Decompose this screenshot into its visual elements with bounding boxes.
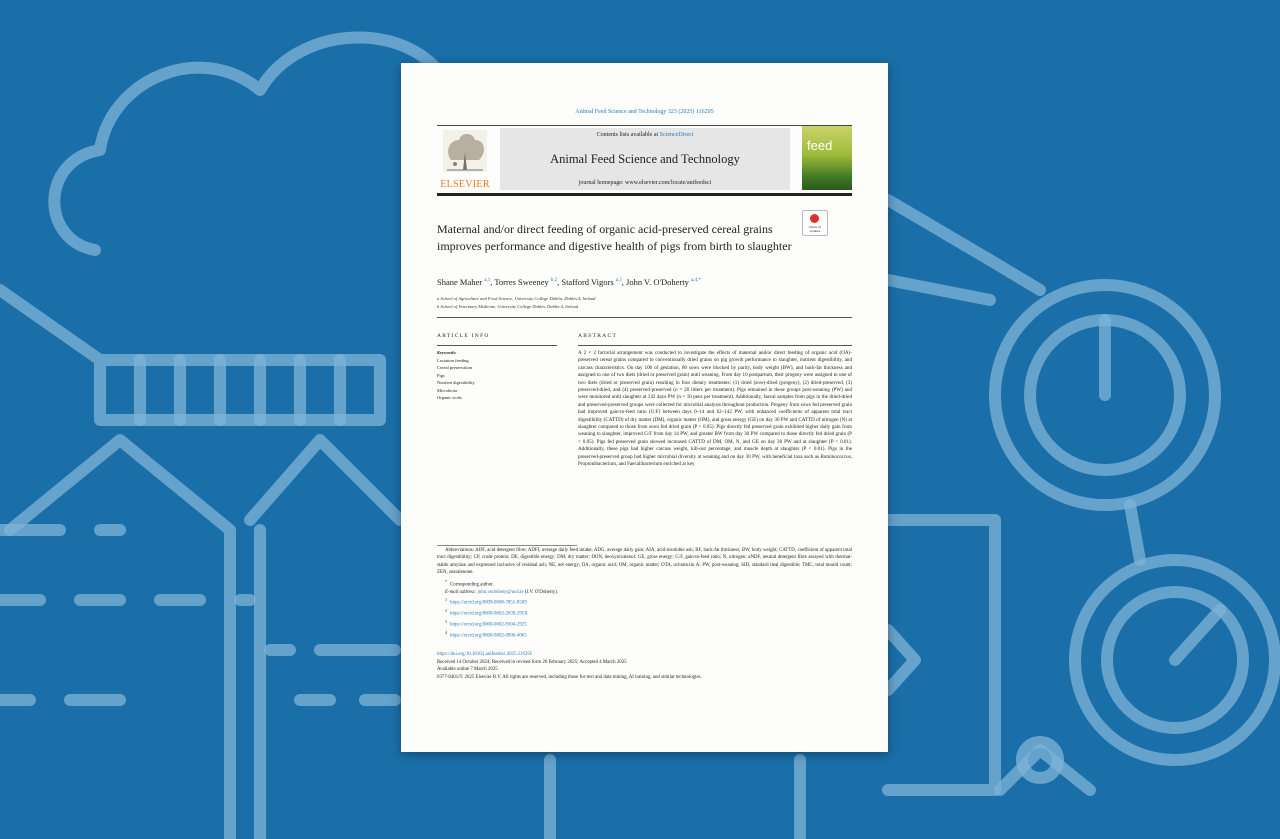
orcid-link[interactable]: https://orcid.org/0009-0008-7851-8509 <box>450 600 527 606</box>
elsevier-logo <box>437 128 493 190</box>
author-name[interactable]: Torres Sweeney <box>494 277 549 287</box>
email-suffix: (J.V. O'Doherty). <box>523 589 559 595</box>
check-updates-label: Check for updates <box>808 225 822 233</box>
author-name[interactable]: John V. O'Doherty <box>626 277 689 287</box>
author-marks[interactable]: a,1 <box>484 278 491 284</box>
affiliation: b School of Veterinary Medicine, University College Dublin, Dublin 4, Ireland <box>437 304 579 309</box>
keyword: Organic acids <box>437 395 462 401</box>
author-list: Shane Maher $^{a,1}$, Torres Sweeney $^{b,2}$, Stafford Vigors $^{a,3}$, John V. O'Doherty $^{a,4,*}$ <box>437 277 701 287</box>
journal-reference-link[interactable]: Animal Feed Science and Technology 323 (2025) 116295 <box>575 109 714 115</box>
orcid-footnote <box>437 607 852 618</box>
keyword: Cereal preservation <box>437 365 473 371</box>
contents-line <box>500 132 790 138</box>
keyword: Nutrient digestibility <box>437 380 475 386</box>
section-rule <box>437 317 852 318</box>
abbreviations-footnote: Abbreviations: ADF, acid detergent fibre; ADFI, average daily feed intake; ADG, average daily gain; AIA, acid-insoluble ash; BF, back-fat thickness; BW, body weight; CATTD, coefficient of apparent total tract digestibility; CP, crude protein; DE, digestible energy; DM, dry matter; DON, deoxynivalenol; GE, gross energy; G:F, gain-to-feed ratio; N, nitrogen; aNDF, neutral detergent fibre assayed with thermal-stable amylase and expressed inclusive of residual ash; NE, net energy; OA, organic acid; OM, organic matter; OTA, ochratoxin A; PW, post-weaning; SID, standard ileal digestible; TMC, total mould count; ZEN, zearalenone. <box>437 548 852 576</box>
article-info-heading: ARTICLE INFO <box>437 333 490 339</box>
elsevier-tree-logo-icon <box>443 130 487 172</box>
affiliation: a School of Agriculture and Food Science, University College Dublin, Dublin 4, Ireland <box>437 296 596 301</box>
abstract-text: A 2 × 2 factorial arrangement was conducted to investigate the effects of maternal and/or direct feeding of organic acid (OA)-preserved cereal grains compared to conventionally dried grains on pig growth performance to slaughter, nutrient digestibility, and carcass characteristics. On day 100 of gestation, 80 sows were blocked by parity, body weight (BW), and back-fat thickness and assigned to one of two diets (dried or preserved grain) until weaning. From day 10 postpartum, their progeny were assigned to one of two diets (dried or preserved grain) resulting in four dietary treatments: (1) dried (sow)-dried (progeny), (2) dried-preserved, (3) preserved-dried, and (4) preserved-preserved (n = 20 litters per treatment). Pigs remained in these groups post-weaning (PW) and were monitored until slaughter at 142 days PW (n = 10 pens per treatment). Additionally, faecal samples from pigs in the dried-dried and preserved-preserved groups were collected for microbial analysis throughout production. Progeny from sows fed preserved grain had improved gain-to-feed ratio (G:F) between days 0–14 and 62–142 PW, with enhanced coefficients of apparent total tract digestibility (CATTD) of dry matter (DM), organic matter (OM), and gross energy (GE) on day 30 PW and CATTD of nitrogen (N) at slaughter compared to those from sows fed dried grain (P < 0.05). Pigs directly fed preserved grain exhibited higher daily gain from weaning to slaughter, improved G:F from day 14 PW, and greater BW from day 30 PW compared to those directly fed dried grain (P < 0.05). Pigs fed preserved grain showed increased CATTD of DM, OM, N, and GE on day 30 PW and at slaughter (P < 0.01). Additionally, these pigs had higher carcass weight, kill-out percentage, and muscle depth at slaughter (P < 0.01). Pigs in the preserved-preserved group had higher microbial diversity at weaning and on day 30 PW, with beneficial taxa such as Ruminococcus, Propionibacterium, and Faecalibacterium enriched at key <box>578 350 852 468</box>
footnote-number: 2 <box>445 608 447 614</box>
doi-link[interactable]: https://doi.org/10.1016/j.anifeedsci.2025.116295 <box>437 652 533 657</box>
email-footnote <box>437 589 852 596</box>
corresponding-footnote: *Corresponding author. <box>445 578 494 588</box>
contents-prefix: Contents lists available at <box>596 132 660 138</box>
article-info-rule <box>437 345 557 346</box>
orcid-link[interactable]: https://orcid.org/0000-0003-2639-395X <box>450 611 528 617</box>
keywords-label: Keywords: <box>437 350 457 355</box>
corresponding-label: Corresponding author. <box>450 582 494 588</box>
keyword: Pigs <box>437 372 445 378</box>
elsevier-wordmark: ELSEVIER <box>440 179 490 190</box>
email-link[interactable]: john.vodoherty@ucd.ie <box>477 589 524 595</box>
abstract-heading: ABSTRACT <box>578 333 618 339</box>
sciencedirect-link[interactable]: ScienceDirect <box>659 132 694 138</box>
orcid-link[interactable]: https://orcid.org/0000-0002-0906-4065 <box>450 633 527 639</box>
journal-cover-image <box>802 126 852 190</box>
footnotes <box>437 547 852 640</box>
footnote-number: 4 <box>445 630 447 636</box>
abstract-rule <box>578 345 852 346</box>
header-bottom-rule <box>437 193 852 196</box>
available-online: Available online 7 March 2025 <box>437 667 498 673</box>
cover-word: feed <box>807 138 833 153</box>
email-label: E-mail address: <box>445 589 477 595</box>
footnote-rule <box>437 545 577 546</box>
author-marks[interactable]: a,4,* <box>691 278 701 284</box>
keyword: Lactation feeding <box>437 358 469 363</box>
orcid-footnote <box>437 629 852 640</box>
orcid-link[interactable]: https://orcid.org/0000-0002-9304-2925 <box>450 622 527 628</box>
received-dates: Received 14 October 2024; Received in revised form 26 February 2025; Accepted 4 March 2025 <box>437 659 627 665</box>
orcid-footnote <box>437 618 852 629</box>
article-title: Maternal and/or direct feeding of organic acid-preserved cereal grains improves performance and digestive health of pigs from birth to slaughter <box>437 222 792 253</box>
copyright-line: 0377-8401/© 2025 Elsevier B.V. All rights are reserved, including those for text and data mining, AI training, and similar technologies. <box>437 674 702 680</box>
author-marks[interactable]: a,3 <box>615 278 622 284</box>
keyword-list <box>437 357 475 401</box>
journal-title: Animal Feed Science and Technology <box>550 152 740 166</box>
journal-homepage-link[interactable]: www.elsevier.com/locate/anifeedsci <box>625 180 712 186</box>
check-updates-badge <box>810 214 819 223</box>
footnote-number: 3 <box>445 619 447 625</box>
orcid-footnote <box>437 596 852 607</box>
author-marks[interactable]: b,2 <box>550 278 558 284</box>
homepage-line <box>500 180 790 186</box>
header-top-rule <box>437 125 852 126</box>
publication-info <box>437 651 857 681</box>
author-name[interactable]: Stafford Vigors <box>561 277 614 287</box>
keyword: Microbiota <box>437 387 457 393</box>
article-page <box>401 63 888 752</box>
author-name[interactable]: Shane Maher <box>437 277 483 287</box>
homepage-prefix: journal homepage: <box>578 180 626 186</box>
check-for-updates-icon[interactable] <box>802 210 828 236</box>
footnote-number: 1 <box>445 597 447 603</box>
journal-banner <box>500 128 790 190</box>
